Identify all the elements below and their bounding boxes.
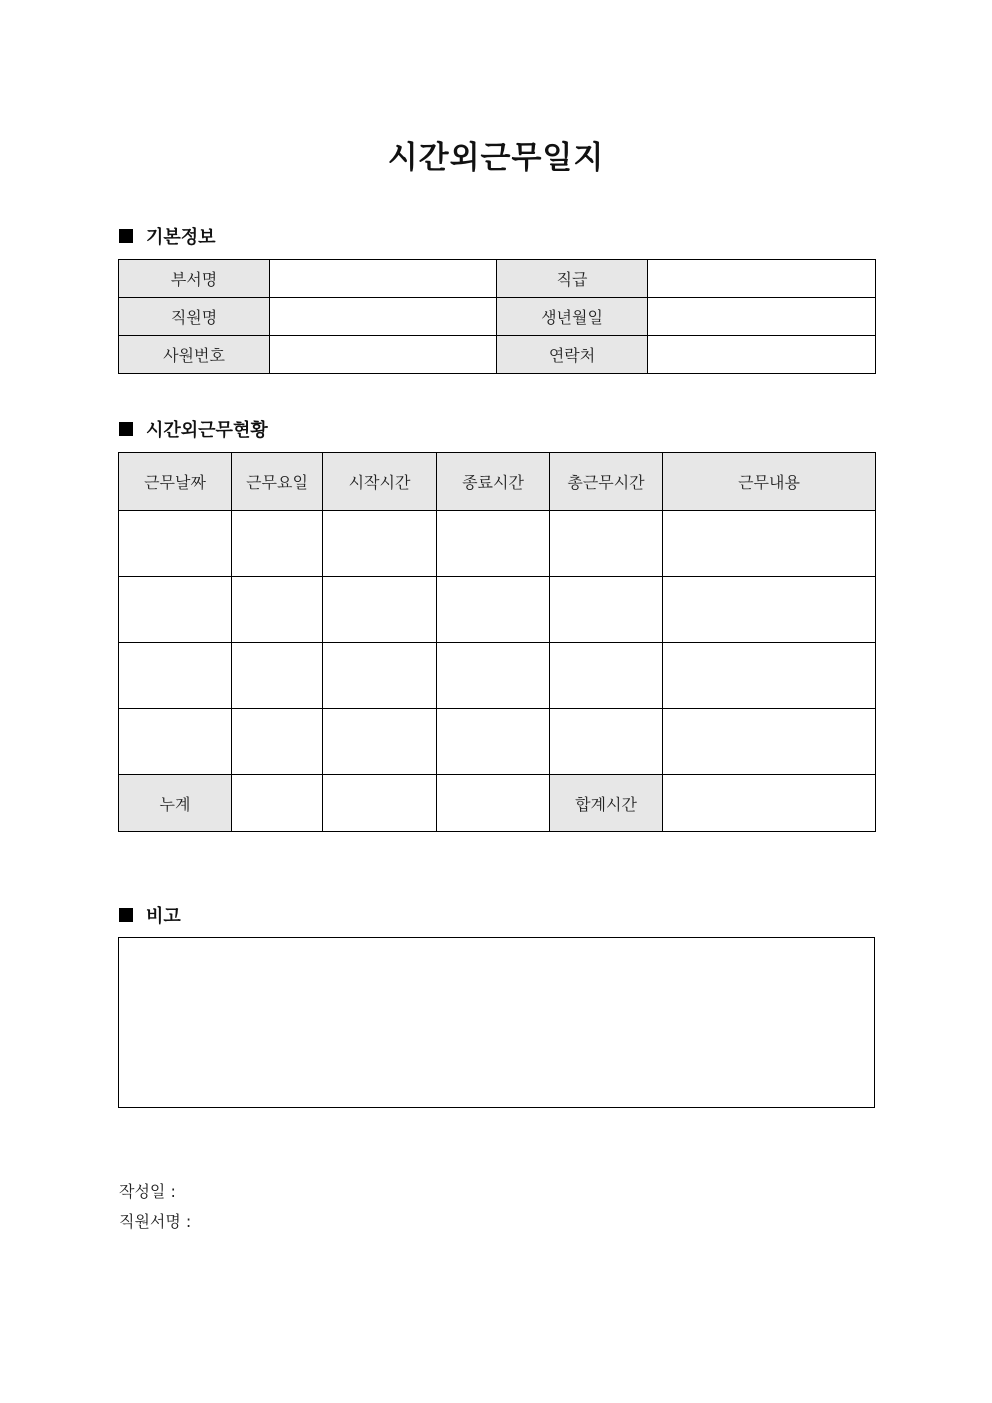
section-heading-notes bbox=[119, 902, 181, 928]
written-date-label: 작성일 : bbox=[119, 1182, 176, 1201]
table-cell[interactable] bbox=[323, 511, 437, 577]
table-cell[interactable] bbox=[550, 577, 663, 643]
table-cell[interactable] bbox=[119, 511, 232, 577]
table-row bbox=[119, 577, 876, 643]
column-header-start-time: 시작시간 bbox=[323, 453, 437, 511]
department-label: 부서명 bbox=[119, 260, 270, 298]
table-cell[interactable] bbox=[232, 643, 323, 709]
cumulative-cell[interactable] bbox=[323, 775, 437, 832]
table-cell[interactable] bbox=[437, 577, 550, 643]
table-cell[interactable] bbox=[663, 709, 876, 775]
total-hours-field[interactable] bbox=[663, 775, 876, 832]
column-header-work-date: 근무날짜 bbox=[119, 453, 232, 511]
table-cell[interactable] bbox=[550, 709, 663, 775]
table-cell[interactable] bbox=[119, 643, 232, 709]
total-hours-label: 합계시간 bbox=[550, 775, 663, 832]
employee-name-field[interactable] bbox=[270, 298, 497, 336]
employee-signature-label: 직원서명 : bbox=[119, 1212, 192, 1231]
overtime-table bbox=[118, 452, 876, 832]
position-field[interactable] bbox=[648, 260, 876, 298]
table-cell[interactable] bbox=[663, 511, 876, 577]
table-cell[interactable] bbox=[232, 577, 323, 643]
table-cell[interactable] bbox=[323, 643, 437, 709]
section-title: 기본정보 bbox=[146, 227, 216, 248]
contact-field[interactable] bbox=[648, 336, 876, 374]
employee-name-label: 직원명 bbox=[119, 298, 270, 336]
column-header-work-content: 근무내용 bbox=[663, 453, 876, 511]
table-cell[interactable] bbox=[663, 577, 876, 643]
table-cell[interactable] bbox=[437, 709, 550, 775]
table-cell[interactable] bbox=[232, 511, 323, 577]
birthdate-field[interactable] bbox=[648, 298, 876, 336]
column-header-total-hours: 총근무시간 bbox=[550, 453, 663, 511]
notes-field[interactable] bbox=[118, 937, 875, 1108]
table-cell[interactable] bbox=[663, 643, 876, 709]
table-row bbox=[119, 511, 876, 577]
basic-info-table bbox=[118, 259, 876, 374]
employee-id-field[interactable] bbox=[270, 336, 497, 374]
section-heading-overtime-status bbox=[119, 416, 268, 442]
square-bullet-icon bbox=[119, 908, 133, 922]
table-cell[interactable] bbox=[232, 709, 323, 775]
cumulative-label: 누계 bbox=[119, 775, 232, 832]
section-title: 비고 bbox=[146, 906, 181, 927]
table-cell[interactable] bbox=[323, 577, 437, 643]
table-row bbox=[119, 709, 876, 775]
column-header-work-day: 근무요일 bbox=[232, 453, 323, 511]
table-cell[interactable] bbox=[437, 643, 550, 709]
section-title: 시간외근무현황 bbox=[146, 420, 268, 441]
employee-id-label: 사원번호 bbox=[119, 336, 270, 374]
birthdate-label: 생년월일 bbox=[497, 298, 648, 336]
table-cell[interactable] bbox=[437, 511, 550, 577]
table-row bbox=[119, 336, 876, 374]
table-row bbox=[119, 643, 876, 709]
table-row bbox=[119, 298, 876, 336]
table-row bbox=[119, 260, 876, 298]
position-label: 직급 bbox=[497, 260, 648, 298]
document-title: 시간외근무일지 bbox=[387, 140, 605, 176]
table-cell[interactable] bbox=[323, 709, 437, 775]
column-header-end-time: 종료시간 bbox=[437, 453, 550, 511]
table-cell[interactable] bbox=[550, 643, 663, 709]
square-bullet-icon bbox=[119, 229, 133, 243]
contact-label: 연락처 bbox=[497, 336, 648, 374]
table-cell[interactable] bbox=[119, 577, 232, 643]
table-summary-row bbox=[119, 775, 876, 832]
cumulative-cell[interactable] bbox=[437, 775, 550, 832]
table-header-row bbox=[119, 453, 876, 511]
department-field[interactable] bbox=[270, 260, 497, 298]
table-cell[interactable] bbox=[550, 511, 663, 577]
square-bullet-icon bbox=[119, 422, 133, 436]
cumulative-cell[interactable] bbox=[232, 775, 323, 832]
table-cell[interactable] bbox=[119, 709, 232, 775]
section-heading-basic-info bbox=[119, 223, 216, 249]
